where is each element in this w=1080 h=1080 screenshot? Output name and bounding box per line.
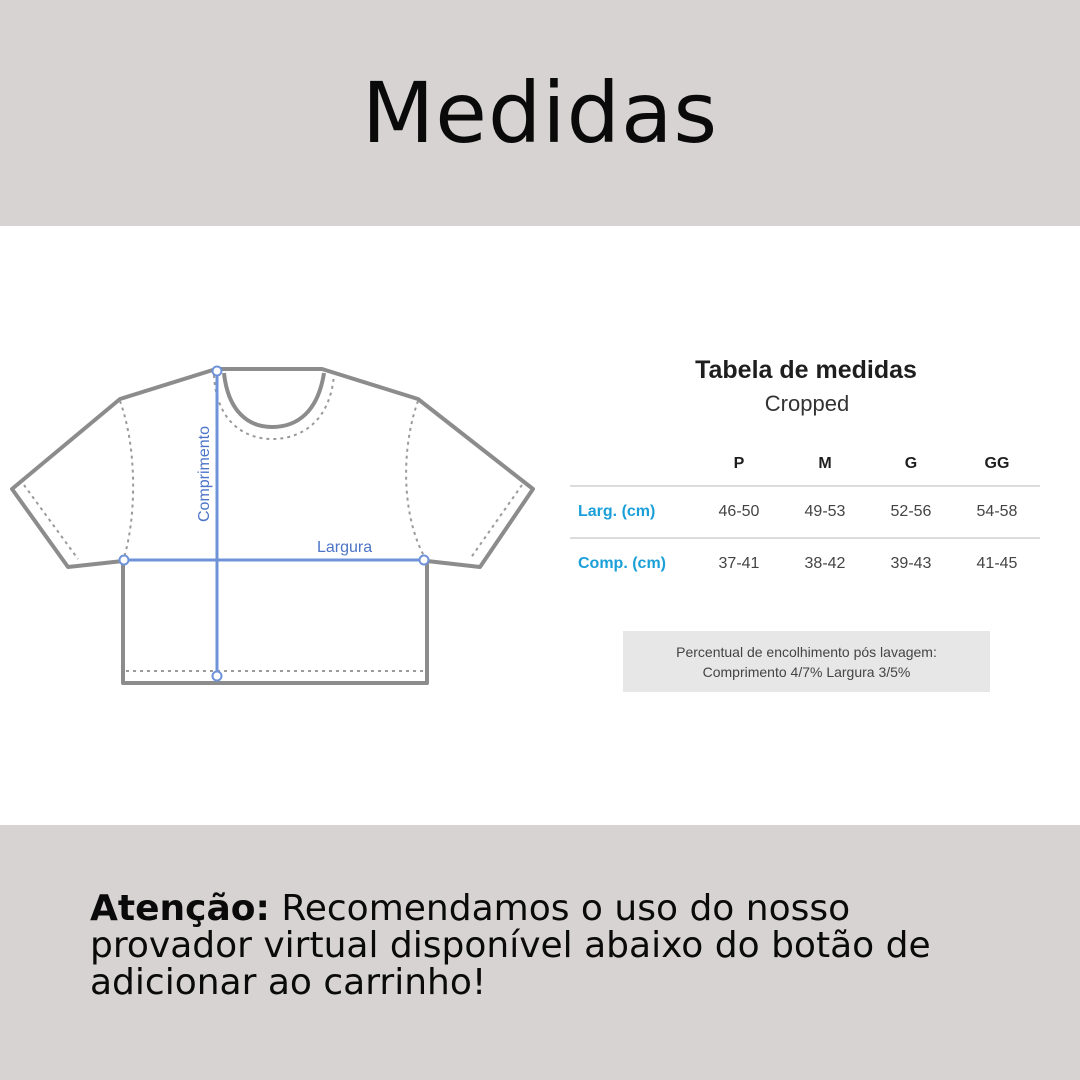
header <box>0 0 1080 226</box>
page-title: Medidas <box>361 64 719 162</box>
size-table-block <box>570 356 1044 589</box>
table-cell: 54-58 <box>976 503 1018 520</box>
table-cell: 38-42 <box>804 555 846 572</box>
size-table-title: Tabela de medidas <box>695 356 917 384</box>
size-header: GG <box>984 455 1010 472</box>
size-table-subtitle: Cropped <box>764 391 850 416</box>
size-header: G <box>904 455 918 472</box>
length-measure-top-dot <box>213 367 222 376</box>
length-measure-bottom-dot <box>213 672 222 681</box>
size-table <box>570 443 1040 589</box>
width-measure-right-dot <box>420 556 429 565</box>
table-cell: 52-56 <box>890 503 932 520</box>
footer <box>0 825 1080 1080</box>
table-cell: 37-41 <box>718 555 760 572</box>
table-row <box>570 486 1040 538</box>
size-guide-panel <box>0 226 1080 825</box>
shrinkage-note <box>623 631 990 692</box>
table-cell: 39-43 <box>890 555 932 572</box>
width-label: Largura <box>317 539 373 556</box>
notice-body: Recomendamos o uso do nosso provador virtual disponível abaixo do botão de adicionar ao carrinho! <box>90 888 931 1003</box>
notice-bold: Atenção: <box>90 888 270 929</box>
table-row <box>570 538 1040 589</box>
table-cell: 41-45 <box>976 555 1018 572</box>
shrinkage-line-1: Percentual de encolhimento pós lavagem: <box>676 643 937 660</box>
size-header: M <box>818 455 832 472</box>
shirt-outline <box>12 369 533 683</box>
table-cell: 46-50 <box>718 503 760 520</box>
row-label: Larg. (cm) <box>578 503 656 520</box>
header-spacer <box>570 443 696 486</box>
row-label: Comp. (cm) <box>578 555 666 572</box>
notice-text <box>90 890 1010 1001</box>
shirt-diagram <box>8 361 538 691</box>
table-cell: 49-53 <box>804 503 846 520</box>
shrinkage-line-2: Comprimento 4/7% Largura 3/5% <box>702 663 911 680</box>
width-measure-left-dot <box>120 556 129 565</box>
size-header-row <box>570 443 1040 486</box>
length-label: Comprimento <box>196 425 213 522</box>
size-header: P <box>733 455 745 472</box>
